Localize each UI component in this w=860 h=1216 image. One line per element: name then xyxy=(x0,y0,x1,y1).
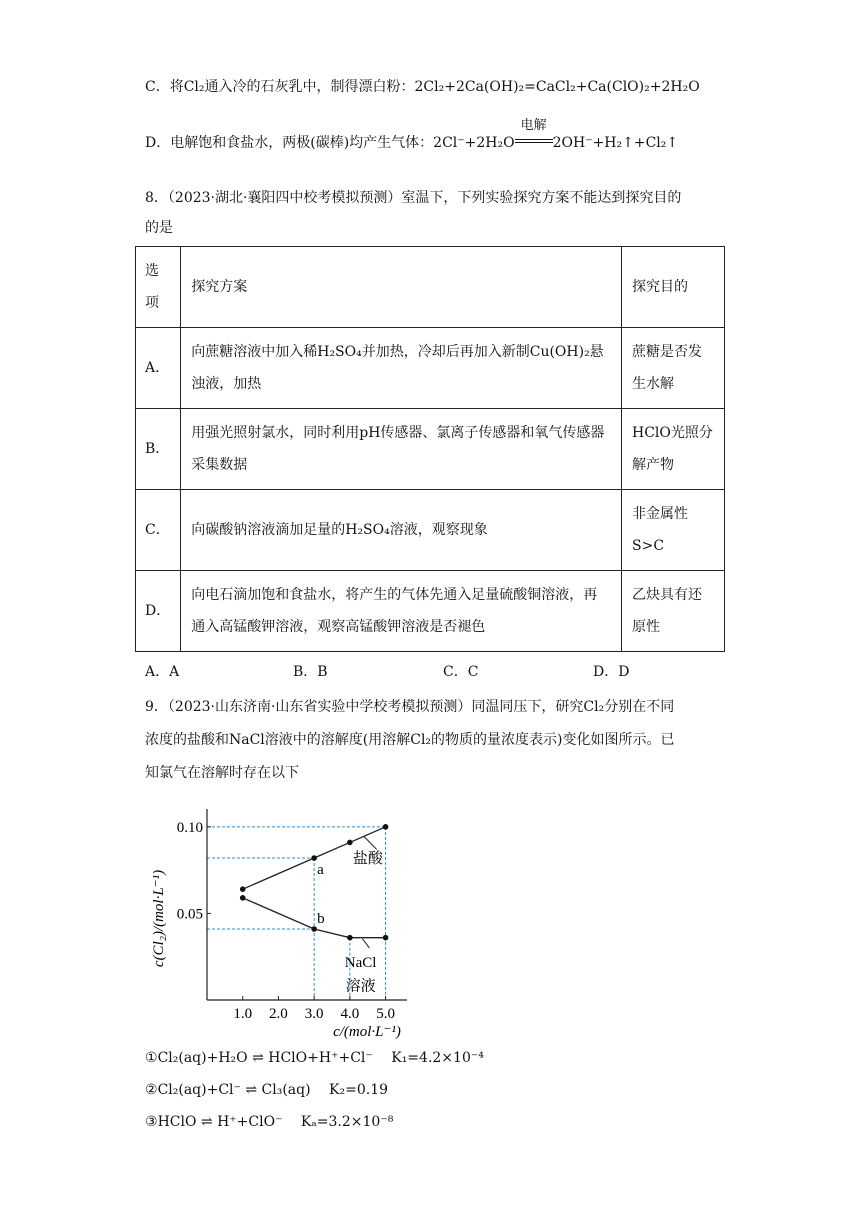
q8-stem-line1: 8．（2023·湖北·襄阳四中校考模拟预测）室温下，下列实验探究方案不能达到探究目的 xyxy=(145,190,682,206)
row-option: D． xyxy=(136,571,181,652)
data-point xyxy=(240,895,246,901)
electrolysis-condition xyxy=(515,118,553,153)
row-purpose: 非金属性S>C xyxy=(622,490,725,571)
chart-series xyxy=(240,824,388,940)
q7-option-d-label: D． xyxy=(145,135,171,151)
equation-constant: Kₐ=3.2×10⁻⁸ xyxy=(300,1114,394,1130)
series-label-hcl: 盐酸 xyxy=(352,851,383,868)
solubility-chart xyxy=(145,805,425,1040)
table-row xyxy=(136,409,725,490)
equation-text: HClO ⇌ H⁺+ClO⁻ xyxy=(157,1114,283,1130)
y-tick-label: 0.10 xyxy=(176,819,203,836)
q7-option-c xyxy=(145,77,700,97)
q8-stem-line2: 的是 xyxy=(145,220,173,236)
point-label-b: b xyxy=(317,911,325,928)
row-plan: 向电石滴加饱和食盐水，将产生的气体先通入足量硫酸铜溶液，再通入高锰酸钾溶液，观察高锰酸钾溶液是否褪色 xyxy=(181,571,622,652)
q7-option-d-products: 2OH⁻+H₂↑+Cl₂↑ xyxy=(552,135,679,151)
table-row xyxy=(136,571,725,652)
data-point xyxy=(240,886,246,892)
equation-constant: K₁=4.2×10⁻⁴ xyxy=(391,1050,484,1066)
row-plan: 向碳酸钠溶液滴加足量的H₂SO₄溶液，观察现象 xyxy=(181,490,622,571)
data-point xyxy=(347,840,353,846)
row-plan: 向蔗糖溶液中加入稀H₂SO₄并加热，冷却后再加入新制Cu(OH)₂悬浊液，加热 xyxy=(181,328,622,409)
table-row xyxy=(136,328,725,409)
q9-stem-line2: 浓度的盐酸和NaCl溶液中的溶解度(用溶解Cl₂的物质的量浓度表示)变化如图所示。已 xyxy=(145,732,675,748)
x-tick-label: 4.0 xyxy=(340,1006,360,1022)
x-axis-label: c/(mol·L⁻¹) xyxy=(333,1024,401,1040)
chart-labels xyxy=(317,837,384,995)
answer-choice-a[interactable]: A．A xyxy=(145,664,180,680)
q9-equation-2 xyxy=(145,1080,388,1100)
data-point xyxy=(347,935,353,941)
q9-equation-1 xyxy=(145,1048,484,1068)
equation-number: ① xyxy=(145,1050,158,1066)
q7-option-d xyxy=(145,118,679,153)
x-tick-label: 3.0 xyxy=(304,1006,324,1022)
q7-option-c-label: C． xyxy=(145,79,170,95)
header-plan: 探究方案 xyxy=(181,247,622,328)
table-header-row xyxy=(136,247,725,328)
chart-axes xyxy=(151,809,407,1040)
answer-choice-b[interactable]: B．B xyxy=(293,664,328,680)
data-point xyxy=(383,824,389,830)
condition-text: 电解 xyxy=(520,118,547,133)
q7-option-d-text: 电解饱和食盐水，两极(碳棒)均产生气体：2Cl⁻+2H₂O xyxy=(170,135,515,151)
x-tick-label: 2.0 xyxy=(269,1006,288,1022)
q7-option-c-text: 将Cl₂通入冷的石灰乳中，制得漂白粉：2Cl₂+2Ca(OH)₂=CaCl₂+Ca(ClO)₂+2H₂O xyxy=(169,79,700,95)
row-purpose: 蔗糖是否发生水解 xyxy=(622,328,725,409)
leader-line xyxy=(362,939,369,948)
row-option: A． xyxy=(136,328,181,409)
equation-text: Cl₂(aq)+H₂O ⇌ HClO+H⁺+Cl⁻ xyxy=(157,1050,373,1066)
header-purpose: 探究目的 xyxy=(622,247,725,328)
data-point xyxy=(311,926,317,932)
equation-number: ③ xyxy=(145,1114,158,1130)
q9-stem-line1: 9．（2023·山东济南·山东省实验中学校考模拟预测）同温同压下，研究Cl₂分别在不同 xyxy=(145,699,675,715)
equation-text: Cl₂(aq)+Cl⁻ ⇌ Cl₃(aq) xyxy=(157,1082,311,1098)
series-label-nacl-2: 溶液 xyxy=(345,978,376,995)
q9-equation-3 xyxy=(145,1112,393,1132)
y-tick-label: 0.05 xyxy=(176,906,203,923)
equation-constant: K₂=0.19 xyxy=(329,1082,389,1098)
header-option: 选项 xyxy=(136,247,181,328)
equation-number: ② xyxy=(145,1082,158,1098)
answer-choice-c[interactable]: C．C xyxy=(443,664,479,680)
x-tick-label: 5.0 xyxy=(376,1006,395,1022)
q8-options-table xyxy=(135,246,725,652)
point-label-a: a xyxy=(317,862,324,879)
row-option: B． xyxy=(136,409,181,490)
q9-stem-line3: 知氯气在溶解时存在以下 xyxy=(145,765,299,781)
x-tick-label: 1.0 xyxy=(233,1006,253,1022)
data-point xyxy=(311,855,317,861)
row-option: C． xyxy=(136,490,181,571)
series-label-nacl: NaCl xyxy=(344,955,377,972)
row-plan: 用强光照射氯水，同时利用pH传感器、氯离子传感器和氧气传感器采集数据 xyxy=(181,409,622,490)
y-axis-label: c(Cl₂)/(mol·L⁻¹) xyxy=(151,869,167,968)
row-purpose: 乙炔具有还原性 xyxy=(622,571,725,652)
row-purpose: HClO光照分解产物 xyxy=(622,409,725,490)
table-row xyxy=(136,490,725,571)
answer-choice-d[interactable]: D．D xyxy=(593,664,630,680)
leader-line xyxy=(364,837,377,850)
data-point xyxy=(383,935,389,941)
